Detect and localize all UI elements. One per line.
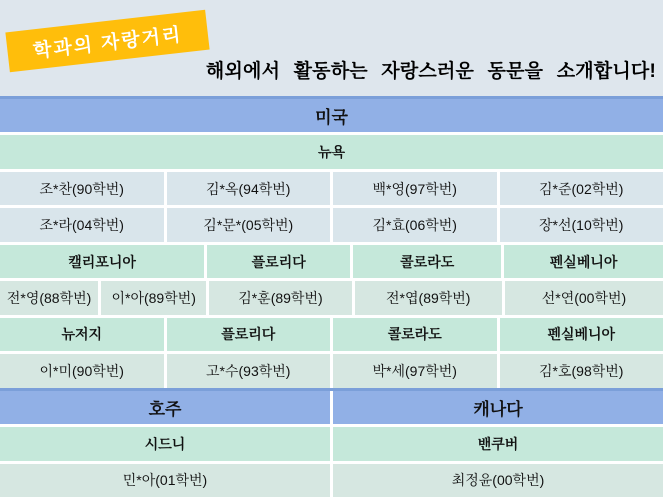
alumni-name-cell: 선*연(00학번) [505,281,663,314]
alumni-name-cell: 김*호(98학번) [500,354,663,387]
overseas-alumni-table [0,96,663,497]
region-cell: 캘리포니아 [0,245,204,278]
country-cell: 호주 [0,391,330,424]
page-title: 해외에서 활동하는 자랑스러운 동문을 소개합니다! [205,61,656,82]
region-cell: 뉴욕 [0,135,663,168]
region-cell: 플로리다 [207,245,350,278]
alumni-name-cell: 최정윤(00학번) [333,464,663,497]
alumni-name-cell: 김*문*(05학번) [167,208,331,241]
alumni-name-cell: 김*훈(89학번) [209,281,351,314]
region-cell: 콜로라도 [353,245,501,278]
alumni-name-cell: 김*준(02학번) [500,172,663,205]
department-pride-ribbon [5,10,209,72]
table-row-names [0,464,663,497]
table-row-city-sydney-vancouver [0,427,663,460]
alumni-name-cell: 조*라(04학번) [0,208,164,241]
alumni-name-cell: 전*엽(89학번) [355,281,502,314]
alumni-name-cell: 전*영(88학번) [0,281,98,314]
table-row-city-states [0,245,663,278]
table-row-country-australia-canada [0,391,663,424]
table-row-city-newyork [0,135,663,168]
region-cell: 뉴저지 [0,318,164,351]
table-row-country-usa [0,99,663,132]
alumni-name-cell: 김*효(06학번) [333,208,497,241]
country-cell: 캐나다 [333,391,663,424]
table-row-names [0,281,663,314]
alumni-name-cell: 이*아(89학번) [101,281,206,314]
alumni-name-cell: 고*수(93학번) [167,354,331,387]
table-row-names [0,208,663,241]
region-cell: 플로리다 [167,318,331,351]
table-row-names [0,354,663,387]
region-cell: 펜실베니아 [500,318,663,351]
alumni-name-cell: 김*옥(94학번) [167,172,331,205]
alumni-name-cell: 조*찬(90학번) [0,172,164,205]
alumni-name-cell: 이*미(90학번) [0,354,164,387]
alumni-name-cell: 백*영(97학번) [333,172,497,205]
alumni-name-cell: 박*세(97학번) [333,354,497,387]
alumni-name-cell: 장*선(10학번) [500,208,663,241]
table-row-names [0,172,663,205]
table-row-city-states [0,318,663,351]
region-cell: 펜실베니아 [504,245,663,278]
country-cell: 미국 [0,99,663,132]
region-cell: 시드니 [0,427,330,460]
alumni-name-cell: 민*아(01학번) [0,464,330,497]
region-cell: 콜로라도 [333,318,497,351]
ribbon-label: 학과의 자랑거리 [32,24,184,62]
region-cell: 밴쿠버 [333,427,663,460]
